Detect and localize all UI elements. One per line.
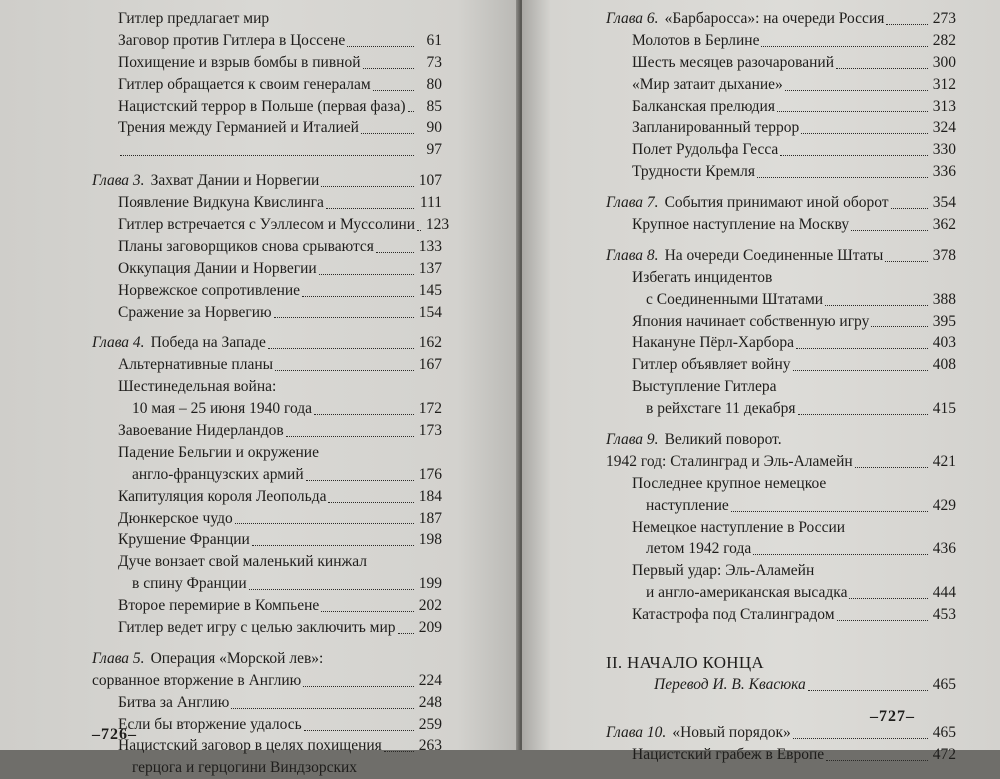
entry-page: 453 [932,606,956,624]
entry-title: Нацистский заговор в целях похищения [118,737,382,755]
entry-page: 73 [426,53,442,71]
entry-page: 198 [418,531,442,549]
entry-page: 300 [932,53,956,71]
toc-entry [92,332,442,354]
chapter-label: Глава 5. [92,649,145,667]
entry-title: и англо-американская высадка [646,584,848,602]
dot-leader [836,68,928,69]
entry-title: Последнее крупное немецкое [632,474,827,492]
entry-page: 436 [932,540,956,558]
toc-entry [92,139,442,161]
entry-title: Молотов в Берлине [632,31,760,49]
entry-title: Шестинедельная война: [118,378,277,396]
entry-page: 312 [932,75,956,93]
entry-title: Второе перемирие в Компьене [118,597,320,615]
entry-page: 408 [932,356,956,374]
dot-leader [235,523,414,524]
dot-leader [373,90,414,91]
toc-entry [92,714,442,736]
chapter-label: Глава 6. [606,9,659,27]
chapter-label: Глава 9. [606,431,659,449]
dot-leader [757,177,928,178]
dot-leader [825,305,928,306]
entry-title: Победа на Западе [150,334,266,352]
entry-title: Запланированный террор [632,119,800,137]
dot-leader [408,111,414,112]
dot-leader [274,317,414,318]
toc-entry [92,280,442,302]
entry-title: Накануне Пёрл-Харбора [632,334,794,352]
entry-title: Гитлер ведет игру с целью заключить мир [118,619,396,637]
toc-entry [92,508,442,530]
dot-leader [826,760,928,761]
dot-leader [761,46,928,47]
toc-entry [606,517,956,539]
entry-title: герцога и герцогини Виндзорских [132,759,358,777]
dot-leader [753,554,928,555]
entry-page: 202 [418,597,442,615]
toc-entry [606,332,956,354]
entry-page: 248 [418,693,442,711]
entry-title: Битва за Англию [118,693,230,711]
dot-leader [249,589,414,590]
dot-leader [384,751,414,752]
dot-leader [275,370,414,371]
chapter-label: Глава 7. [606,194,659,212]
entry-page: 273 [932,9,956,27]
toc-entry [92,420,442,442]
entry-page: 209 [418,619,442,637]
toc-entry [92,757,442,779]
toc-entry [92,573,442,595]
entry-title: Гитлер объявляет войну [632,356,791,374]
entry-page: 378 [932,246,956,264]
dot-leader [268,348,414,349]
entry-page: 187 [418,509,442,527]
entry-page: 395 [932,312,956,330]
toc-entry [92,354,442,376]
entry-page: 259 [418,715,442,733]
entry-title: Дюнкерское чудо [118,509,233,527]
toc-entry [606,74,956,96]
entry-title: с Соединенными Штатами [646,290,824,308]
entry-title: Захват Дании и Норвегии [150,172,320,190]
entry-page: 362 [932,216,956,233]
entry-page: 97 [426,141,442,159]
chapter-label: Глава 10. [606,723,667,741]
toc-entry [606,376,956,398]
dot-leader [328,502,414,503]
toc-entry [92,617,442,639]
dot-leader [321,611,414,612]
entry-page: 224 [418,671,442,689]
dot-leader [417,230,421,231]
entry-page: 330 [932,141,956,159]
toc-entry [92,551,442,573]
entry-page: 162 [418,334,442,352]
entry-title: На очереди Соединенные Штаты [664,246,884,264]
dot-leader [321,186,414,187]
toc-entry [92,30,442,52]
entry-title: Гитлер встречается с Уэллесом и Муссолини [118,216,416,233]
dot-leader [837,620,928,621]
toc-entry [92,117,442,139]
dot-leader [319,274,414,275]
entry-title: Заговор против Гитлера в Цоссене [118,31,346,49]
chapter-label: Глава 4. [92,334,145,352]
dot-leader [304,730,414,731]
dot-leader [306,480,414,481]
entry-page: 173 [418,422,442,440]
entry-title: «Барбаросса»: на очереди Россия [664,9,885,27]
toc-entry [92,8,442,30]
entry-page: 415 [932,400,956,418]
entry-title: Нацистский террор в Польше (первая фаза) [118,97,406,115]
entry-page: 184 [418,487,442,505]
toc-entry [92,192,442,214]
toc-entry [606,495,956,517]
part-heading: II. НАЧАЛО КОНЦА [606,653,764,673]
entry-title: 1942 год: Сталинград и Эль-Аламейн [606,452,853,470]
entry-page: 465 [932,723,956,741]
dot-leader [376,252,414,253]
entry-title: Трудности Кремля [632,163,755,181]
dot-leader [886,24,928,25]
toc-left [92,8,450,779]
dot-leader [326,208,414,209]
toc-entry [92,170,442,192]
entry-page: 403 [932,334,956,352]
dot-leader [808,690,928,691]
toc-entry [606,311,956,333]
entry-title: Похищение и взрыв бомбы в пивной [118,53,361,71]
toc-entry [606,117,956,139]
dot-leader [314,414,414,415]
toc-entry [606,192,956,214]
dot-leader [851,230,928,231]
dot-leader [347,46,414,47]
toc-entry [92,52,442,74]
dot-leader [777,111,928,112]
dot-leader [785,90,928,91]
entry-page: 472 [932,745,956,763]
toc-entry [92,736,442,758]
entry-page: 137 [418,259,442,277]
toc-entry [606,30,956,52]
entry-title: Великий поворот. [664,431,782,449]
entry-page: 388 [932,290,956,308]
entry-title: Оккупация Дании и Норвегии [118,259,317,277]
toc-entry [606,582,956,604]
toc-entry [92,464,442,486]
toc-entry [92,486,442,508]
entry-page: 199 [418,575,442,593]
toc-entry [606,139,956,161]
toc-entry [92,302,442,324]
dot-leader [303,686,414,687]
toc-entry [606,604,956,626]
entry-page: 133 [418,237,442,255]
entry-title: Крупное наступление на Москву [632,216,850,233]
entry-title: наступление [646,496,729,514]
entry-title: Альтернативные планы [118,356,274,374]
toc-right [606,8,956,766]
page-number-right: –727– [870,708,915,725]
toc-entry [606,744,956,766]
toc-entry [606,451,956,473]
dot-leader [398,633,414,634]
toc-entry [606,473,956,495]
dot-leader [252,545,414,546]
entry-title: Появление Видкуна Квислинга [118,194,324,212]
chapter-label: Глава 3. [92,172,145,190]
toc-entry [606,267,956,289]
dot-leader [780,155,928,156]
toc-entry [92,258,442,280]
toc-entry [92,74,442,96]
entry-title: Нацистский грабеж в Европе [632,745,825,763]
dot-leader [855,467,928,468]
toc-entry [606,538,956,560]
dot-leader [361,133,414,134]
entry-page: 145 [418,281,442,299]
dot-leader [871,326,928,327]
chapter-label: Глава 8. [606,246,659,264]
toc-entry [606,52,956,74]
entry-page: 421 [932,452,956,470]
page-number-left: –726– [92,726,137,743]
dot-leader [891,208,928,209]
entry-title: Планы заговорщиков снова срываются [118,237,374,255]
entry-page: 313 [932,97,956,115]
entry-title: Если бы вторжение удалось [118,715,302,733]
right-page [522,0,1000,763]
toc-entry [92,595,442,617]
entry-page: 176 [418,465,442,483]
toc-entry [606,289,956,311]
translator-credit: Перевод И. В. Квасюка [654,675,806,693]
dot-leader [793,738,928,739]
entry-title: Катастрофа под Сталинградом [632,606,835,624]
dot-leader [798,414,928,415]
toc-entry [92,214,450,236]
entry-title: Дуче вонзает свой маленький кинжал [118,553,367,571]
dot-leader [120,155,414,156]
toc-entry [92,236,442,258]
dot-leader [849,598,928,599]
entry-page: 90 [426,119,442,137]
toc-entry [92,376,442,398]
entry-title: Сражение за Норвегию [118,303,272,321]
entry-title: Балканская прелюдия [632,97,775,115]
entry-page: 154 [418,303,442,321]
entry-title: сорванное вторжение в Англию [92,671,302,689]
entry-title: Трения между Германией и Италией [118,119,359,137]
entry-page: 61 [426,31,442,49]
dot-leader [302,296,414,297]
entry-page: 282 [932,31,956,49]
dot-leader [885,261,928,262]
entry-title: «Мир затаит дыхание» [632,75,783,93]
entry-title: 10 мая – 25 июня 1940 года [132,400,313,418]
entry-title: Япония начинает собственную игру [632,312,870,330]
entry-title: Полет Рудольфа Гесса [632,141,779,159]
dot-leader [731,511,928,512]
toc-entry [92,398,442,420]
entry-title: в спину Франции [132,575,247,593]
toc-entry [606,354,956,376]
entry-page: 336 [932,163,956,181]
toc-entry [92,442,442,464]
dot-leader [793,370,929,371]
toc-entry [92,692,442,714]
entry-title: Избегать инцидентов [632,268,773,286]
toc-entry [92,648,442,670]
entry-title: Выступление Гитлера [632,378,777,396]
entry-title: в рейхстаге 11 декабря [646,400,796,418]
entry-page: 429 [932,496,956,514]
entry-title: Гитлер предлагает мир [118,9,270,27]
entry-page: 167 [418,356,442,374]
dot-leader [231,708,414,709]
entry-page: 444 [932,584,956,602]
entry-page: 465 [932,675,956,693]
toc-entry [92,670,442,692]
entry-page: 111 [419,194,442,212]
toc-entry [606,398,956,420]
toc-entry [606,429,956,451]
toc-entry [606,652,956,674]
entry-page: 80 [426,75,442,93]
entry-title: Гитлер обращается к своим генералам [118,75,371,93]
entry-title: англо-французских армий [132,465,304,483]
entry-title: Капитуляция короля Леопольда [118,487,327,505]
entry-page: 263 [418,737,442,755]
entry-page: 107 [418,172,442,190]
toc-entry [606,8,956,30]
entry-title: Норвежское сопротивление [118,281,301,299]
entry-page: 324 [932,119,956,137]
entry-title: Завоевание Нидерландов [118,422,284,440]
entry-page: 172 [418,400,442,418]
toc-entry [606,161,956,183]
toc-entry [92,96,442,118]
dot-leader [286,436,414,437]
entry-title: События принимают иной оборот [664,194,889,212]
toc-entry [606,674,956,696]
toc-entry [92,529,442,551]
toc-entry [606,245,956,267]
entry-title: Крушение Франции [118,531,250,549]
dot-leader [801,133,928,134]
toc-entry [606,96,956,118]
entry-page: 123 [425,216,450,233]
entry-title: Падение Бельгии и окружение [118,443,319,461]
entry-title: Первый удар: Эль-Аламейн [632,562,815,580]
toc-entry [606,560,956,582]
dot-leader [796,348,928,349]
entry-title: летом 1942 года [646,540,752,558]
entry-page: 354 [932,194,956,212]
entry-title: Операция «Морской лев»: [150,649,324,667]
entry-title: Немецкое наступление в России [632,518,846,536]
entry-title: Шесть месяцев разочарований [632,53,835,71]
entry-title: «Новый порядок» [672,723,791,741]
dot-leader [363,68,415,69]
entry-page: 85 [426,97,442,115]
toc-entry [606,214,956,236]
